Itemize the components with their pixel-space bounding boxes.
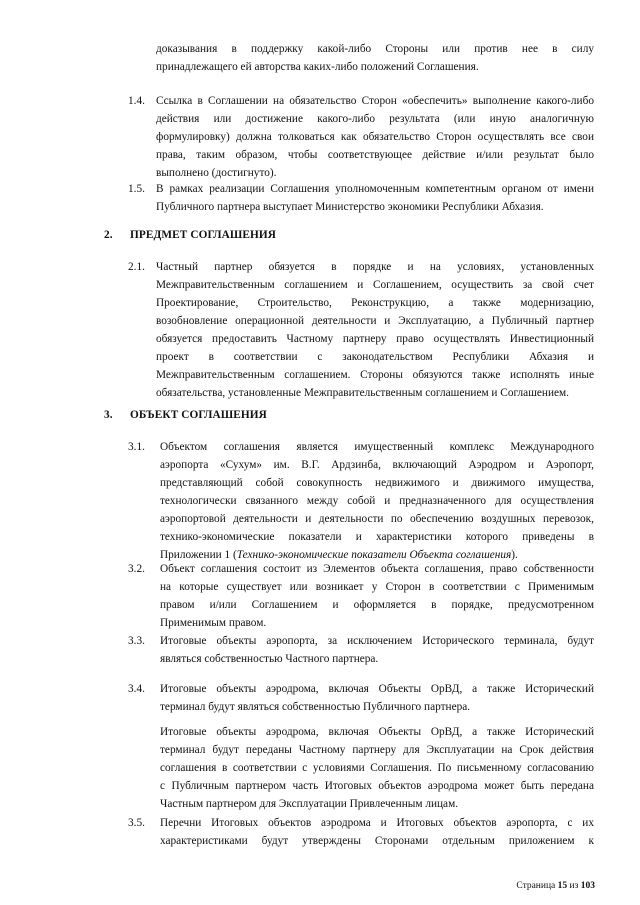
text-line: действия или достижение какого-либо результата (или иную аналогичную <box>156 113 594 125</box>
text-line: Проектирование, Строительство, Реконструкцию, а также модернизацию, <box>156 297 594 309</box>
annex-reference-prefix: Приложении 1 ( <box>160 549 237 561</box>
text-line: Итоговые объекты аэродрома, включая Объекты ОрВД, а также Исторический <box>160 683 594 695</box>
clause-3-1 <box>160 438 594 564</box>
text-line: соглашения в соответствии с условиями Соглашения. По письменному согласованию <box>160 762 594 774</box>
clause-3-3 <box>160 632 594 668</box>
clause-2-1 <box>156 258 594 402</box>
text-line: Итоговые объекты аэродрома, включая Объекты ОрВД, а также Исторический <box>160 726 594 738</box>
page-label: Страница <box>516 881 556 891</box>
clause-3-2 <box>160 560 594 632</box>
total-page-count: 103 <box>580 881 595 891</box>
text-line: правом и/или Соглашением и оформляется в порядке, предусмотренном <box>160 599 594 611</box>
clause-number-3-5: 3.5. <box>128 817 145 829</box>
text-line: Межправительственным соглашением и Соглашением, осуществить за свой счет <box>156 279 594 291</box>
annex-reference-suffix: ). <box>511 549 518 561</box>
text-line: Объект соглашения состоит из Элементов объекта соглашения, право собственности <box>160 563 594 575</box>
current-page-number: 15 <box>557 881 568 891</box>
text-line: на которые существует или возникает у Сторон в соответствии с Применимым <box>160 581 594 593</box>
section-title-3: ОБЪЕКТ СОГЛАШЕНИЯ <box>130 409 267 421</box>
clause-3-4 <box>160 680 594 716</box>
text-line: Перечни Итоговых объектов аэродрома и Итоговых объектов аэропорта, с их <box>160 817 594 829</box>
text-line: представляющий собой совокупность недвижимого и движимого имущества, <box>160 477 594 489</box>
text-line: Межправительственным соглашением. Стороны обязуются также исполнять иные <box>156 369 594 381</box>
text-line: обязуется предоставить Частному партнеру право осуществлять Инвестиционный <box>156 333 594 345</box>
clause-number-3-3: 3.3. <box>128 635 145 647</box>
text-line: доказывания в поддержку какой-либо Стороны или против нее в силу <box>156 43 594 55</box>
text-line: возобновление операционной деятельности и Эксплуатацию, а Публичный партнер <box>156 315 594 327</box>
clause-number-3-4: 3.4. <box>128 683 145 695</box>
text-line: Частный партнер обязуется в порядке и на условиях, установленных <box>156 261 594 273</box>
clause-1-4 <box>156 92 594 182</box>
text-line: технологически связанного между собой и предназначенного для осуществления <box>160 495 594 507</box>
clause-number-3-2: 3.2. <box>128 563 145 575</box>
text-line: характеристиками будут утверждены Сторонами отдельным приложением к <box>160 835 594 847</box>
text-line: технико-экономические показатели и характеристики которого приведены в <box>160 531 594 543</box>
annex-reference-title: Технико-экономические показатели Объекта соглашения <box>236 549 512 561</box>
clause-1-5 <box>156 180 594 216</box>
text-line: Ссылка в Соглашении на обязательство Сторон «обеспечить» выполнение какого-либо <box>156 95 594 107</box>
text-line: аэропорта «Сухум» им. В.Г. Ардзинба, включающий Аэродром и Аэропорт, <box>160 459 594 471</box>
text-line: Итоговые объекты аэропорта, за исключением Исторического терминала, будут <box>160 635 594 647</box>
section-number-2: 2. <box>104 229 113 241</box>
clause-number-1-4: 1.4. <box>128 95 145 107</box>
text-line: аэропортовой деятельности и деятельности по обеспечению воздушных перевозок, <box>160 513 594 525</box>
text-line: формулировку) должна толковаться как обязательство Сторон осуществлять все свои <box>156 131 594 143</box>
clause-3-5 <box>160 814 594 850</box>
text-line: выполнено (достигнуто). <box>156 167 277 179</box>
text-line: с Публичным партнером часть Итоговых объектов аэродрома может быть передана <box>160 780 594 792</box>
page-separator: из <box>569 881 579 891</box>
clause-number-1-5: 1.5. <box>128 183 145 195</box>
section-title-2: ПРЕДМЕТ СОГЛАШЕНИЯ <box>130 229 277 241</box>
text-line: терминал будут являться собственностью Публичного партнера. <box>160 701 471 713</box>
section-number-3: 3. <box>104 409 113 421</box>
clause-3-4-paragraph-2 <box>160 723 594 813</box>
clause-number-2-1: 2.1. <box>128 261 145 273</box>
text-line: Публичного партнера выступает Министерство экономики Республики Абхазия. <box>156 201 544 213</box>
clause-number-3-1: 3.1. <box>128 441 145 453</box>
text-line: проект в соответствии с законодательством Республики Абхазия и <box>156 351 594 363</box>
text-line: права, таким образом, чтобы соответствующее действие и/или результат было <box>156 149 594 161</box>
text-line: Объектом соглашения является имущественный комплекс Международного <box>160 441 594 453</box>
text-line: обязательства, установленные Межправительственным соглашением и Соглашением. <box>156 387 569 399</box>
text-line: Частным партнером для Эксплуатации Привлеченным лицам. <box>160 798 459 810</box>
text-line: терминал будут переданы Частному партнеру для Эксплуатации на Срок действия <box>160 744 594 756</box>
page-footer <box>516 880 595 892</box>
text-line: В рамках реализации Соглашения уполномоченным компетентным органом от имени <box>156 183 594 195</box>
text-line: являться собственностью Частного партнера. <box>160 653 379 665</box>
clause-1-3-continuation <box>156 40 594 76</box>
text-line: принадлежащего ей авторства каких-либо положений Соглашения. <box>156 61 479 73</box>
text-line: Применимым правом. <box>160 617 267 629</box>
